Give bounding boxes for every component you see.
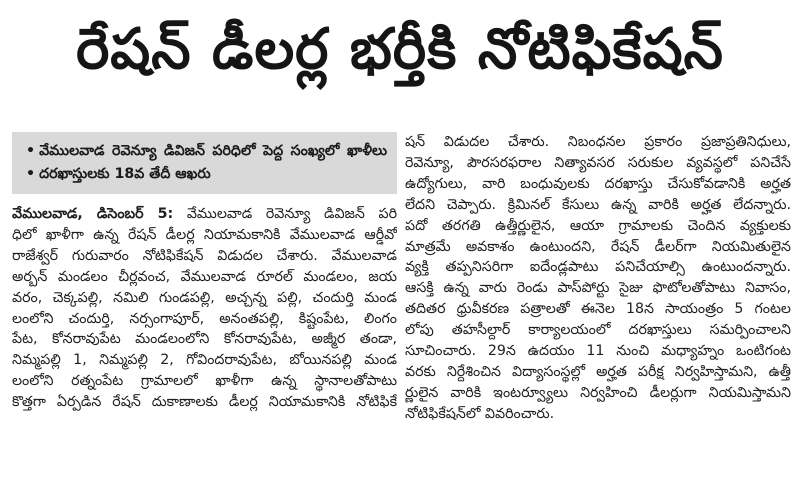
body-line: రెవెన్యూ, పౌరసరఫరాల నిత్యావసర సరుకుల వ్యవస్థలో పనిచేసే <box>405 154 791 171</box>
body-line: రాజేశ్వర్‌ గురువారం నోటిఫికేషన్‌ విడుదల చేశారు. వేములవాడ <box>12 247 397 264</box>
bullet-icon: • <box>26 143 36 159</box>
left-body <box>12 204 397 413</box>
body-line: అర్బన్‌ మండలం చీర్లవంచ, వేములవాడ రూరల్‌ మండలం, జయ <box>12 268 397 285</box>
body-line: కొత్తగా ఏర్పడిన రేషన్‌ దుకాణాలకు డీలర్ల నియామకానికి నోటిఫికే <box>12 394 397 411</box>
body-line: నిమ్మపల్లి 1, నిమ్మపల్లి 2, గోవిందరావుపేట, బోయినపల్లి మండ <box>12 352 397 369</box>
body-line: తదితర ధ్రువీకరణ పత్రాలతో ఈనెల 18న సాయంత్రం 5 గంటల <box>405 301 791 318</box>
body-line: పేట, కోనరావుపేట మండలంలోని కోనరావుపేట, అజ్మీర తండా, <box>12 331 397 348</box>
right-column <box>405 132 791 425</box>
body-line-last: నోటిఫికేషన్‌లో వివరించారు. <box>405 405 555 422</box>
body-line: ర్ణులైన వారికి ఇంటర్వ్యూలు నిర్వహించి డీలర్లుగా నియమిస్తామని <box>405 384 791 401</box>
body-line: షన్‌ విడుదల చేశారు. నిబంధనల ప్రకారం ప్రజాప్రతినిధులు, <box>405 134 791 150</box>
body-line-1 <box>12 204 397 225</box>
body-line: లోపు తహసీల్దార్‌ కార్యాలయంలో దరఖాస్తులు సమర్పించాలని <box>405 322 791 339</box>
subheading-2: దరఖాస్తులకు 18వ తేదీ ఆఖరు <box>39 166 211 182</box>
body-line: వరం, చెక్కపల్లి, నమిలి గుండపల్లి, అచ్చన్న పల్లి, చందుర్తి మండ <box>12 289 397 306</box>
body-line-text: వేములవాడ రెవెన్యూ డివిజన్‌ పరి <box>186 206 397 222</box>
headline: రేషన్‌ డీలర్ల భర్తీకి నోటిఫికేషన్‌ <box>76 16 724 82</box>
body-line: లంలోని చందుర్తి, నర్సంగాపూర్‌, అనంతపల్లి, కిష్టంపేట, లింగం <box>12 310 397 327</box>
left-column <box>12 132 397 413</box>
subheading-box <box>12 132 397 194</box>
body-line: ఉద్యోగులు, వారి బంధువులకు దరఖాస్తు చేసుకోవడానికి అర్హత <box>405 175 791 192</box>
body-line: వరకు నిర్దేశించిన విద్యాసంస్థల్లో అర్హత పరీక్ష నిర్వహిస్తామని, ఉత్తీ <box>405 363 791 380</box>
body-line: ధిలో ఖాళీగా ఉన్న రేషన్‌ డీలర్ల నియామకానికి వేములవాడ ఆర్డీవో <box>12 226 397 243</box>
body-line: ఆసక్తి ఉన్న వారు రెండు పాస్‌పోర్టు సైజు ఫొటోలతోపాటు నివాసం, <box>405 280 791 297</box>
body-line: పదో తరగతి ఉత్తీర్ణులైన, ఆయా గ్రామాలకు చెందిన వ్యక్తులకు <box>405 217 791 234</box>
body-line: లంలోని రత్నంపేట గ్రామాలలో ఖాళీగా ఉన్న స్థానాలతోపాటు <box>12 373 397 390</box>
body-line: వ్యక్తి తప్పనిసరిగా ఐదేండ్లపాటు పనిచేయాల్సి ఉంటుందన్నారు. <box>405 259 791 276</box>
dateline: వేములవాడ, డిసెంబర్‌ 5: <box>12 206 174 222</box>
subheading-1: వేములవాడ రెవెన్యూ డివిజన్‌ పరిధిలో పెద్ద సంఖ్యలో ఖాళీలు <box>39 143 387 159</box>
bullet-icon: • <box>26 166 36 182</box>
body-line: సూచించారు. 29న ఉదయం 11 నుంచి మధ్యాహ్నం ఒంటిగంట <box>405 343 791 360</box>
body-line: లేదని చెప్పారు. క్రిమినల్‌ కేసులు ఉన్న వారికి అర్హత లేదన్నారు. <box>405 196 791 213</box>
body-line: మాత్రమే అవకాశం ఉంటుందని, రేషన్‌ డీలర్‌గా నియమితులైన <box>405 238 791 255</box>
